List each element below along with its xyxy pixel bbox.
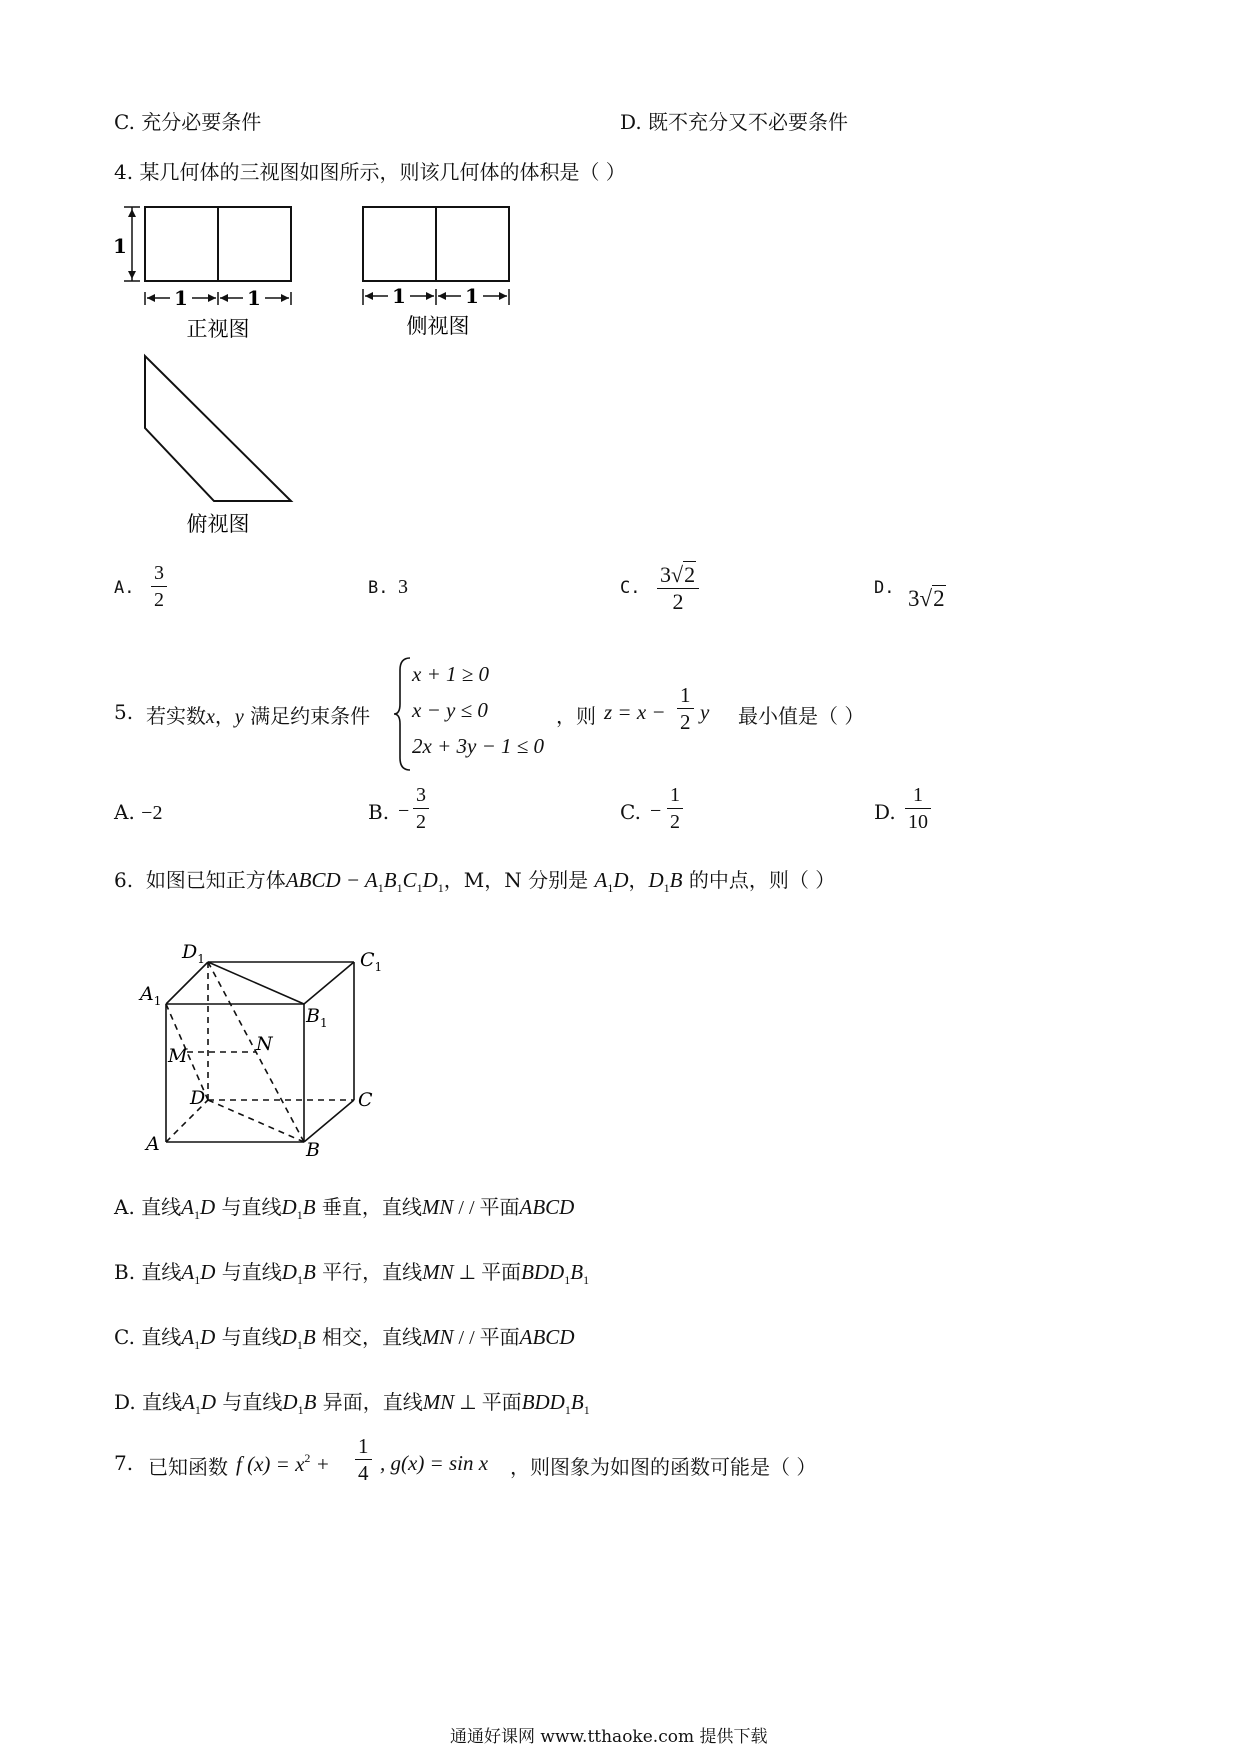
q7-fraction: $\frac{1}{4}$ xyxy=(352,1433,375,1486)
label-d: D xyxy=(190,1087,206,1109)
q5-option-d-value: $\frac{1}{10}$ xyxy=(902,782,934,835)
top-view-label: 俯视图 xyxy=(186,512,250,536)
q6-stem: 6. 如图已知正方体ABCD − $A_1B_1C_1D_1$，M，N 分别是 $A_1D$，$D_1B$ 的中点，则（ ） xyxy=(114,868,836,895)
q4-option-b-value: 3 xyxy=(398,576,408,598)
q7-f-def: f $(x) = x^2$ + xyxy=(236,1451,330,1476)
label-c: C xyxy=(358,1089,373,1111)
q5-option-a: A. −2 xyxy=(114,800,163,824)
q5-constraint-3: 2x + 3y − 1 ≤ 0 xyxy=(412,734,545,758)
q5-option-c-value: $\frac{1}{2}$ xyxy=(664,782,686,835)
q4-option-a-letter: A. xyxy=(114,578,135,598)
q5-option-c-letter: C. xyxy=(620,800,641,824)
q5-number: 5. xyxy=(114,700,134,724)
q4-option-c-value: $\frac{3√2}{2}$ xyxy=(654,562,702,615)
side-view-label: 侧视图 xyxy=(406,314,470,338)
label-a: A xyxy=(146,1133,160,1155)
q5-option-b-sign: − xyxy=(398,800,410,822)
q7-stem-post: ，则图象为如图的函数可能是（ ） xyxy=(510,1455,817,1479)
q5-stem-post: 最小值是（ ） xyxy=(738,704,865,728)
q5-then: ，则 xyxy=(556,704,596,728)
q5-stem-pre: 若实数x，y 满足约束条件 xyxy=(146,704,371,728)
q4-option-b-letter: B. xyxy=(368,578,389,598)
q3-option-d: D. 既不充分又不必要条件 xyxy=(620,110,849,134)
q5-constraint-1: x + 1 ≥ 0 xyxy=(412,662,490,686)
q7-number: 7. xyxy=(114,1451,134,1475)
q4-option-d-value: 3√2 xyxy=(908,586,945,611)
cube-figure xyxy=(130,920,410,1160)
top-view xyxy=(145,356,291,501)
label-n: N xyxy=(256,1033,273,1055)
side-dim-label-2: 1 xyxy=(465,284,479,308)
q6-option-c: C. 直线$A_1D$ 与直线$D_1B$ 相交，直线MN / / 平面ABCD xyxy=(114,1325,575,1352)
dim-height-label: 1 xyxy=(113,234,127,258)
q4-three-views-figure xyxy=(100,195,530,545)
side-view xyxy=(363,207,509,308)
front-view-label: 正视图 xyxy=(186,317,250,341)
q5-option-c-sign: − xyxy=(650,800,662,822)
label-c1: $C_1$ xyxy=(360,949,383,974)
q6-option-b: B. 直线$A_1D$ 与直线$D_1B$ 平行，直线MN ⊥ 平面$BDD_1B_1$ xyxy=(114,1260,590,1287)
label-m: M xyxy=(168,1045,188,1067)
q6-option-a: A. 直线$A_1D$ 与直线$D_1B$ 垂直，直线MN / / 平面ABCD xyxy=(114,1195,575,1222)
label-b1: $B_1$ xyxy=(306,1005,328,1030)
label-d1: $D_1$ xyxy=(182,941,205,966)
label-b: B xyxy=(306,1139,320,1160)
q5-option-b-value: $\frac{3}{2}$ xyxy=(410,782,432,835)
label-a1: $A_1$ xyxy=(140,983,162,1008)
q5-constraint-2: x − y ≤ 0 xyxy=(412,698,488,722)
q5-objective-fraction: $\frac{1}{2}$ xyxy=(674,682,697,735)
q6-option-d: D. 直线$A_1D$ 与直线$D_1B$ 异面，直线MN ⊥ 平面$BDD_1B_1$ xyxy=(114,1390,590,1417)
q7-g-def: , g(x) = sin x xyxy=(380,1451,489,1475)
dim-width-label-2: 1 xyxy=(247,286,261,310)
q5-objective-lhs: z = x − xyxy=(604,700,666,724)
side-dim-label-1: 1 xyxy=(392,284,406,308)
footer-text: 通通好课网 www.tthaoke.com 提供下载 xyxy=(450,1727,768,1747)
q4-stem: 4. 某几何体的三视图如图所示，则该几何体的体积是（ ） xyxy=(114,160,626,184)
q3-option-c: C. 充分必要条件 xyxy=(114,110,262,134)
q5-brace xyxy=(394,656,412,772)
q5-option-b-letter: B. xyxy=(368,800,390,824)
q5-option-d-letter: D. xyxy=(874,800,896,824)
q7-stem-pre: 已知函数 xyxy=(148,1455,228,1479)
q5-objective-var: y xyxy=(700,700,710,724)
front-view xyxy=(113,207,291,310)
q4-option-c-letter: C. xyxy=(620,578,641,598)
dim-width-label-1: 1 xyxy=(174,286,188,310)
q4-option-d-letter: D. xyxy=(874,578,895,598)
q4-option-a-value: $\frac{3}{2}$ xyxy=(148,560,170,613)
